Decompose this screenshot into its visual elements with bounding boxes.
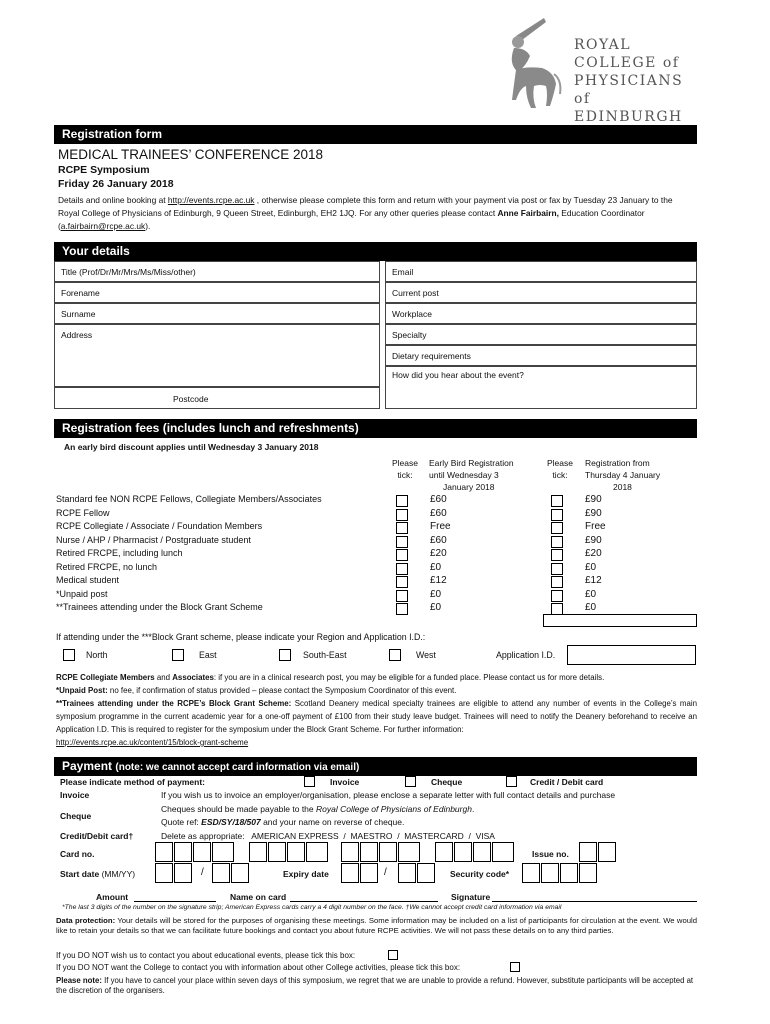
col-header-text: tick: bbox=[397, 470, 413, 480]
early-price: £0 bbox=[430, 562, 442, 573]
col-header-text: Registration from bbox=[585, 458, 650, 468]
early-price: £0 bbox=[430, 589, 442, 600]
digit-box[interactable] bbox=[473, 842, 491, 862]
issue-box[interactable] bbox=[598, 842, 616, 862]
option-label: Cheque bbox=[431, 777, 463, 787]
expiry-month-box[interactable] bbox=[341, 863, 359, 883]
intro-text: Details and online booking at bbox=[58, 195, 168, 205]
field-label: Title (Prof/Dr/Mr/Mrs/Ms/Miss/other) bbox=[61, 267, 196, 277]
digit-box[interactable] bbox=[212, 842, 234, 862]
fees-divider-box bbox=[543, 614, 697, 627]
registration-fees-bar bbox=[54, 419, 697, 438]
date-separator: / bbox=[384, 867, 387, 878]
note-collegiate bbox=[56, 671, 697, 684]
security-box[interactable] bbox=[560, 863, 578, 883]
workplace-field[interactable] bbox=[385, 303, 697, 324]
early-price: £0 bbox=[430, 602, 442, 613]
cheque-ref: ESD/SY/18/507 bbox=[201, 817, 261, 827]
note-text: If you have to cancel your place within seven days of this symposium, we regret that we are unable to provide a refund. However, substitute participants will be accepted at the discretion of the organisers. bbox=[56, 976, 694, 995]
early-bird-note: An early bird discount applies until Wednesday 3 January 2018 bbox=[64, 442, 319, 452]
name-on-card-label: Name on card bbox=[230, 892, 287, 902]
note-text: Scotland Deanery medical specialty trainees are eligible to attend any number of events in the College’s main symposium programme in the current academic year for a one-off payment of £100 from their study leave budget. Trainees will need to notify the Deanery beforehand to receive an Application I.D. This is required to register for the symposium under the Block Grant Scheme. For further information: bbox=[56, 699, 697, 734]
region-east-checkbox[interactable] bbox=[172, 649, 184, 661]
col-header-text: January 2018 bbox=[443, 482, 495, 492]
field-label: How did you hear about the event? bbox=[392, 370, 524, 380]
your-details-bar bbox=[54, 242, 697, 261]
start-year-box[interactable] bbox=[231, 863, 249, 883]
note-text: no fee, if confirmation of status provided – please contact the Symposium Coordinator of this event. bbox=[107, 686, 457, 695]
card-label: Credit/Debit card† bbox=[60, 831, 134, 841]
fee-label: Retired FRCPE, no lunch bbox=[56, 562, 158, 572]
amount-label: Amount bbox=[96, 892, 129, 902]
card-types: Delete as appropriate: AMERICAN EXPRESS / MAESTRO / MASTERCARD / VISA bbox=[161, 831, 495, 841]
field-label: Dietary requirements bbox=[392, 351, 471, 361]
invoice-text: If you wish us to invoice an employer/organisation, please enclose a separate letter with full contact details and purchase bbox=[161, 790, 616, 800]
logo-line: ROYAL bbox=[574, 37, 632, 53]
start-date-label bbox=[60, 869, 135, 879]
note-text: and bbox=[154, 673, 173, 682]
region-label: East bbox=[199, 650, 217, 660]
logo-line: EDINBURGH bbox=[574, 109, 683, 125]
postcode-field[interactable] bbox=[54, 387, 380, 409]
signature-input[interactable] bbox=[492, 901, 697, 902]
digit-box[interactable] bbox=[174, 842, 192, 862]
signature-label: Signature bbox=[451, 892, 491, 902]
dp-bold: Data protection: bbox=[56, 916, 116, 925]
method-label: Please indicate method of payment: bbox=[60, 777, 206, 787]
bar-title: Registration form bbox=[62, 127, 163, 141]
bar-title: Payment bbox=[62, 759, 113, 773]
early-price: Free bbox=[430, 521, 451, 532]
current-post-field[interactable] bbox=[385, 282, 697, 303]
early-checkbox[interactable] bbox=[396, 549, 408, 561]
early-checkbox[interactable] bbox=[396, 603, 408, 615]
cheque-text: Quote ref: bbox=[161, 817, 202, 827]
regular-price: Free bbox=[585, 521, 606, 532]
issue-no-label: Issue no. bbox=[532, 849, 569, 859]
logo-line: COLLEGE of bbox=[574, 55, 680, 71]
opt-text: If you DO NOT wish us to contact you about educational events, please tick this box: bbox=[56, 951, 356, 960]
cheque-text-1 bbox=[161, 804, 474, 814]
regular-checkbox[interactable] bbox=[551, 549, 563, 561]
cheque-text: Cheques should be made payable to the bbox=[161, 804, 317, 814]
opt-out-activities bbox=[56, 963, 460, 972]
date-separator: / bbox=[201, 867, 204, 878]
digit-box[interactable] bbox=[193, 842, 211, 862]
fees-notes bbox=[56, 671, 697, 749]
cheque-label: Cheque bbox=[60, 811, 92, 821]
data-protection bbox=[56, 916, 697, 935]
field-label: Postcode bbox=[173, 394, 209, 404]
regular-price: £12 bbox=[585, 575, 602, 586]
col-header-tick1 bbox=[388, 457, 422, 481]
col-header-tick2 bbox=[543, 457, 577, 481]
digit-box[interactable] bbox=[454, 842, 472, 862]
contact-name: Anne Fairbairn, bbox=[497, 208, 559, 218]
dp-text: Your details will be stored for the purposes of organising these meetings. Some information may be included on a list of participants for circulation at the event. We would like to retain your details so that we can facilitate future bookings and contact you about future RCPE activities. We will not pass these details on to any third parties. bbox=[56, 916, 697, 935]
centaur-emblem-icon bbox=[496, 14, 566, 112]
fee-label: RCPE Collegiate / Associate / Foundation Members bbox=[56, 521, 263, 531]
field-label: Specialty bbox=[392, 330, 427, 340]
note-block-grant bbox=[56, 697, 697, 736]
regular-checkbox[interactable] bbox=[551, 522, 563, 534]
region-north-checkbox[interactable] bbox=[63, 649, 75, 661]
title-field[interactable] bbox=[54, 261, 380, 282]
early-checkbox[interactable] bbox=[396, 536, 408, 548]
col-header-text: Early Bird Registration bbox=[429, 458, 514, 468]
email-field[interactable] bbox=[385, 261, 697, 282]
regular-checkbox[interactable] bbox=[551, 576, 563, 588]
security-box[interactable] bbox=[541, 863, 559, 883]
regular-price: £0 bbox=[585, 562, 597, 573]
region-west-checkbox[interactable] bbox=[389, 649, 401, 661]
digit-box[interactable] bbox=[379, 842, 397, 862]
security-code-label: Security code* bbox=[450, 869, 510, 879]
opt-out-events-checkbox[interactable] bbox=[388, 950, 398, 960]
security-box[interactable] bbox=[522, 863, 540, 883]
fee-label: Nurse / AHP / Pharmacist / Postgraduate student bbox=[56, 535, 251, 545]
note-bold: *Unpaid Post: bbox=[56, 686, 108, 695]
option-label: Credit / Debit card bbox=[530, 777, 604, 787]
start-month-box[interactable] bbox=[174, 863, 192, 883]
region-label: North bbox=[86, 650, 108, 660]
regular-checkbox[interactable] bbox=[551, 590, 563, 602]
expiry-year-box[interactable] bbox=[417, 863, 435, 883]
early-checkbox[interactable] bbox=[396, 522, 408, 534]
col-header-text: 2018 bbox=[613, 482, 632, 492]
bar-title: Your details bbox=[62, 244, 130, 258]
college-logo bbox=[496, 14, 696, 125]
early-checkbox[interactable] bbox=[396, 563, 408, 575]
cheque-payee: Royal College of Physicians of Edinburgh bbox=[316, 804, 472, 814]
digit-box[interactable] bbox=[287, 842, 305, 862]
logo-line: PHYSICIANS of bbox=[574, 73, 684, 107]
events-link[interactable]: http://events.rcpe.ac.uk bbox=[167, 195, 255, 205]
col-header-text: until Wednesday 3 bbox=[429, 470, 499, 480]
note-bold: Associates bbox=[172, 673, 214, 682]
digit-box[interactable] bbox=[341, 842, 359, 862]
region-south-east-checkbox[interactable] bbox=[279, 649, 291, 661]
regular-price: £90 bbox=[585, 535, 602, 546]
cancellation-note bbox=[56, 976, 697, 996]
early-price: £20 bbox=[430, 548, 447, 559]
opt-text: If you DO NOT want the College to contact you with information about other College activities, please tick this box: bbox=[56, 963, 461, 972]
symposium-subtitle: RCPE Symposium bbox=[58, 164, 150, 176]
note-bold: RCPE Collegiate Members bbox=[56, 673, 155, 682]
start-year-box[interactable] bbox=[212, 863, 230, 883]
email-link[interactable]: a.fairbairn@rcpe.ac.uk bbox=[60, 221, 146, 231]
opt-out-activities-checkbox[interactable] bbox=[510, 962, 520, 972]
digit-box[interactable] bbox=[492, 842, 514, 862]
early-price: £60 bbox=[430, 494, 447, 505]
field-label: Forename bbox=[61, 288, 100, 298]
expiry-date-label: Expiry date bbox=[283, 869, 329, 879]
early-checkbox[interactable] bbox=[396, 576, 408, 588]
expiry-month-box[interactable] bbox=[360, 863, 378, 883]
field-label: Workplace bbox=[392, 309, 432, 319]
note-text: : if you are in a clinical research post, you may be eligible for a funded place. Please contact us for more details. bbox=[213, 673, 605, 682]
block-grant-link[interactable]: http://events.rcpe.ac.uk/content/15/block-grant-scheme bbox=[56, 738, 249, 747]
opt-out-events bbox=[56, 951, 355, 960]
details-table bbox=[54, 261, 697, 409]
intro-text: ). bbox=[145, 221, 151, 231]
regular-price: £90 bbox=[585, 494, 602, 505]
field-label: Address bbox=[61, 330, 93, 340]
start-date-format: (MM/YY) bbox=[99, 869, 136, 879]
col-header-text: Please bbox=[392, 458, 418, 468]
regular-checkbox[interactable] bbox=[551, 495, 563, 507]
digit-box[interactable] bbox=[398, 842, 420, 862]
dietary-field[interactable] bbox=[385, 345, 697, 366]
intro-paragraph bbox=[58, 194, 694, 233]
regular-checkbox[interactable] bbox=[551, 563, 563, 575]
col-header-text: Please bbox=[547, 458, 573, 468]
registration-form-bar bbox=[54, 125, 697, 144]
field-label: Email bbox=[392, 267, 414, 277]
early-price: £12 bbox=[430, 575, 447, 586]
option-label: Invoice bbox=[330, 777, 360, 787]
bar-note: (note: we cannot accept card information via email) bbox=[115, 762, 360, 773]
bar-title: Registration fees (includes lunch and refreshments) bbox=[62, 421, 359, 435]
digit-box[interactable] bbox=[360, 842, 378, 862]
col-header-text: tick: bbox=[552, 470, 568, 480]
regular-price: £0 bbox=[585, 602, 597, 613]
expiry-year-box[interactable] bbox=[398, 863, 416, 883]
digit-box[interactable] bbox=[249, 842, 267, 862]
fee-label: Standard fee NON RCPE Fellows, Collegiate Members/Associates bbox=[56, 494, 322, 504]
card-no-label: Card no. bbox=[60, 849, 95, 859]
cheque-checkbox[interactable] bbox=[405, 776, 416, 787]
amount-input[interactable] bbox=[134, 901, 216, 902]
col-header-text: Thursday 4 January bbox=[585, 470, 661, 480]
cheque-text: . bbox=[471, 804, 475, 814]
fee-label: RCPE Fellow bbox=[56, 508, 110, 518]
digit-box[interactable] bbox=[435, 842, 453, 862]
early-checkbox[interactable] bbox=[396, 590, 408, 602]
forename-field[interactable] bbox=[54, 282, 380, 303]
start-date-text: Start date bbox=[60, 869, 100, 879]
intro-text: , otherwise please complete this form and return with your payment via post or fax by Tuesday 23 January to the Royal College of Physicians of Edinburgh, 9 Queen Street, Edinburgh, EH2 1JQ. For any other queries please contact bbox=[58, 195, 673, 218]
early-price: £60 bbox=[430, 535, 447, 546]
start-month-box[interactable] bbox=[155, 863, 173, 883]
card-checkbox[interactable] bbox=[506, 776, 517, 787]
specialty-field[interactable] bbox=[385, 324, 697, 345]
conference-title: MEDICAL TRAINEES’ CONFERENCE 2018 bbox=[58, 147, 324, 162]
note-unpaid bbox=[56, 684, 697, 697]
application-id-label: Application I.D. bbox=[496, 650, 556, 660]
note-bold: Please note: bbox=[56, 976, 102, 985]
regular-checkbox[interactable] bbox=[551, 536, 563, 548]
security-box[interactable] bbox=[579, 863, 597, 883]
early-checkbox[interactable] bbox=[396, 495, 408, 507]
block-grant-question: If attending under the ***Block Grant scheme, please indicate your Region and Application I.D.: bbox=[56, 632, 426, 642]
regular-price: £90 bbox=[585, 508, 602, 519]
col-header-regular bbox=[585, 457, 660, 493]
conference-date: Friday 26 January 2018 bbox=[58, 178, 174, 190]
col-header-early bbox=[429, 457, 514, 493]
fee-label: Retired FRCPE, including lunch bbox=[56, 548, 183, 558]
application-id-input[interactable] bbox=[567, 645, 696, 665]
digit-box[interactable] bbox=[306, 842, 328, 862]
name-on-card-input[interactable] bbox=[290, 901, 438, 902]
cheque-text: and your name on reverse of cheque. bbox=[260, 817, 405, 827]
early-checkbox[interactable] bbox=[396, 509, 408, 521]
field-label: Current post bbox=[392, 288, 439, 298]
payment-bar bbox=[54, 757, 697, 776]
regular-checkbox[interactable] bbox=[551, 509, 563, 521]
early-price: £60 bbox=[430, 508, 447, 519]
field-label: Surname bbox=[61, 309, 96, 319]
issue-box[interactable] bbox=[579, 842, 597, 862]
fee-label: **Trainees attending under the Block Grant Scheme bbox=[56, 602, 263, 612]
regular-price: £20 bbox=[585, 548, 602, 559]
fee-label: Medical student bbox=[56, 575, 120, 585]
address-field[interactable] bbox=[54, 324, 380, 387]
region-label: South-East bbox=[303, 650, 347, 660]
region-label: West bbox=[416, 650, 436, 660]
invoice-label: Invoice bbox=[60, 790, 90, 800]
hear-about-field[interactable] bbox=[385, 366, 697, 409]
fee-label: *Unpaid post bbox=[56, 589, 108, 599]
card-footnote: *The last 3 digits of the number on the signature strip; American Express cards carry a 4 digit number on the face. †We cannot accept credit card information via email bbox=[62, 904, 562, 911]
cheque-text-2 bbox=[161, 817, 404, 827]
surname-field[interactable] bbox=[54, 303, 380, 324]
note-bold: **Trainees attending under the RCPE’s Block Grant Scheme: bbox=[56, 699, 292, 708]
digit-box[interactable] bbox=[155, 842, 173, 862]
invoice-checkbox[interactable] bbox=[304, 776, 315, 787]
intro-text: Education Coordinator ( bbox=[58, 208, 645, 231]
regular-price: £0 bbox=[585, 589, 597, 600]
digit-box[interactable] bbox=[268, 842, 286, 862]
